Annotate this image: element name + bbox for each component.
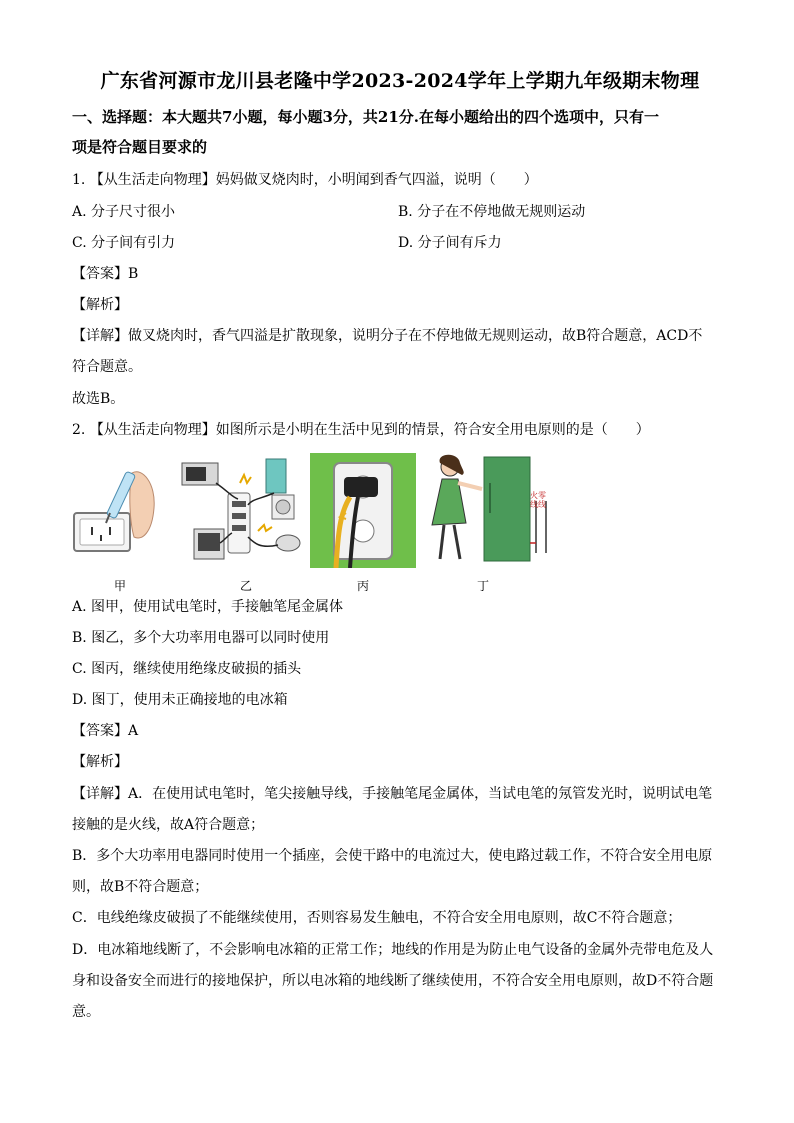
fridge-wire-label-1: 火零 xyxy=(530,491,546,500)
q2-option-a: A. 图甲，使用试电笔时，手接触笔尾金属体 xyxy=(72,599,344,615)
q2-detail-line: 则，故B不符合题意； xyxy=(72,879,209,895)
figure-bing xyxy=(310,453,416,568)
socket-test-pen-icon xyxy=(72,453,164,573)
q2-stem: 2. 【从生活走向物理】如图所示是小明在生活中见到的情景，符合安全用电原则的是（ ） xyxy=(72,422,650,438)
q2-figure-row xyxy=(72,453,572,593)
figure-label-bing: 丙 xyxy=(356,579,369,593)
fridge-girl-icon xyxy=(422,453,562,571)
page-title: 广东省河源市龙川县老隆中学2023-2024学年上学期九年级期末物理 xyxy=(100,70,700,92)
q1-detail-line1: 【详解】做叉烧肉时，香气四溢是扩散现象，说明分子在不停地做无规则运动，故B符合题意，ACD不 xyxy=(72,328,703,344)
q1-option-d: D. 分子间有斥力 xyxy=(398,235,502,251)
fridge-wire-label-2: 线线 xyxy=(530,500,546,509)
q1-option-b: B. 分子在不停地做无规则运动 xyxy=(398,204,586,220)
figure-label-yi: 乙 xyxy=(239,579,252,593)
q2-option-b: B. 图乙，多个大功率用电器可以同时使用 xyxy=(72,630,330,646)
figure-label-ding: 丁 xyxy=(476,579,489,593)
q2-detail-line: D．电冰箱地线断了，不会影响电冰箱的正常工作；地线的作用是为防止电气设备的金属外壳带电危及人 xyxy=(72,942,714,958)
q2-analysis-label: 【解析】 xyxy=(72,754,128,770)
q2-option-c: C. 图丙，继续使用绝缘皮破损的插头 xyxy=(72,661,302,677)
q2-detail-line: 接触的是火线，故A符合题意； xyxy=(72,817,265,833)
damaged-plug-icon xyxy=(310,453,416,568)
q2-detail-line: 【详解】A．在使用试电笔时，笔尖接触导线，手接触笔尾金属体，当试电笔的氖管发光时，说明试电笔 xyxy=(72,786,713,802)
figure-ding xyxy=(422,453,562,571)
q2-answer: 【答案】A xyxy=(72,723,139,739)
figure-jia xyxy=(72,453,164,573)
figure-yi xyxy=(180,453,310,573)
q1-option-a: A. 分子尺寸很小 xyxy=(72,204,176,220)
figure-label-jia: 甲 xyxy=(113,579,126,593)
q2-detail-line: 身和设备安全而进行的接地保护，所以电冰箱的地线断了继续使用，不符合安全用电原则，故D不符合题 xyxy=(72,973,714,989)
q2-option-d: D. 图丁，使用未正确接地的电冰箱 xyxy=(72,692,288,708)
q1-detail-line2: 符合题意。 xyxy=(72,359,142,375)
q1-conclusion: 故选B。 xyxy=(72,391,125,407)
q1-analysis-label: 【解析】 xyxy=(72,297,128,313)
q1-option-c: C. 分子间有引力 xyxy=(72,235,176,251)
q1-answer: 【答案】B xyxy=(72,266,139,282)
q1-stem: 1. 【从生活走向物理】妈妈做叉烧肉时，小明闻到香气四溢，说明（ ） xyxy=(72,172,538,188)
q2-detail-line: B．多个大功率用电器同时使用一个插座，会使干路中的电流过大，使电路过载工作，不符合安全用电原 xyxy=(72,848,713,864)
section-heading-line2: 项是符合题目要求的 xyxy=(72,138,208,156)
appliances-overload-icon xyxy=(180,453,310,573)
q2-detail-line: 意。 xyxy=(72,1004,100,1020)
section-heading-line1: 一、选择题：本大题共7小题，每小题3分，共21分.在每小题给出的四个选项中，只有一 xyxy=(72,108,659,126)
q2-detail-line: C．电线绝缘皮破损了不能继续使用，否则容易发生触电，不符合安全用电原则，故C不符合题意； xyxy=(72,910,682,926)
